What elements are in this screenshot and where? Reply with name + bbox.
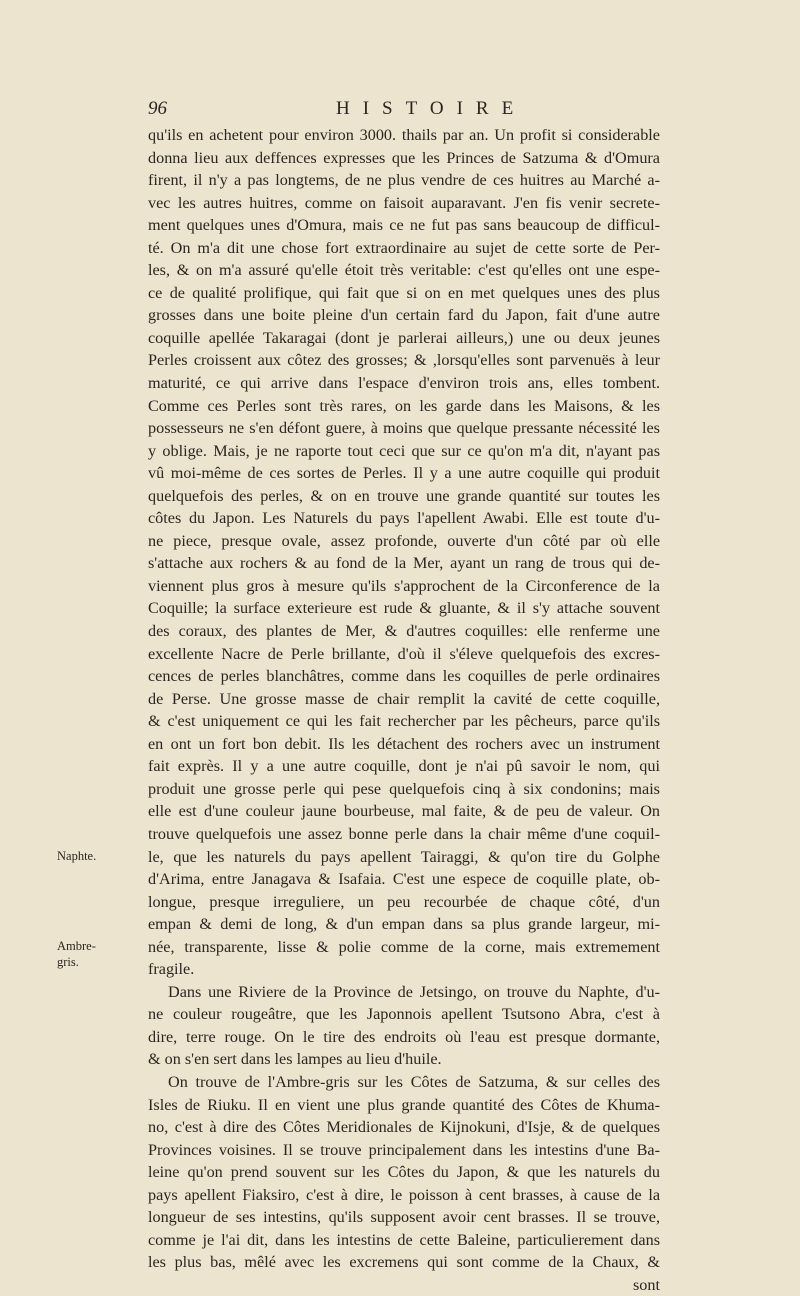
text-line: coquille apellée Takaragai (dont je parlerai ailleurs,) une ou deux jeunes — [148, 328, 660, 347]
margin-note-ambre: Ambre- — [57, 939, 96, 953]
text-line: té. On m'a dit une chose fort extraordinaire au sujet de cette sorte de Per- — [148, 238, 660, 257]
text-line: possesseurs ne s'en défont guere, à moins que quelque pressante nécessité les — [148, 419, 660, 438]
text-line: trouve quelquefois une assez bonne perle dans la chair même d'une coquil- — [148, 824, 660, 843]
text-line: Perles croissent aux côtez des grosses; & ,lorsqu'elles sont parvenuës à leur — [148, 351, 660, 370]
text-line: Coquille; la surface exterieure est rude & gluante, & il s'y attache souvent — [148, 599, 660, 618]
text-line: longue, presque irreguliere, un peu recourbée de chaque côté, d'un — [148, 892, 660, 911]
text-line: ment quelques unes d'Omura, mais ce ne fut pas sans beaucoup de difficul- — [148, 216, 660, 235]
text-line: née, transparente, lisse & polie comme de la corne, mais extremement — [148, 937, 660, 956]
text-line: d'Arima, entre Janagava & Isafaia. C'est une espece de coquille plate, ob- — [148, 870, 660, 889]
text-line: y oblige. Mais, je ne raporte tout ceci que sur ce qu'on m'a dit, n'ayant pas — [148, 441, 660, 460]
text-line: côtes du Japon. Les Naturels du pays l'apellent Awabi. Elle est toute d'u- — [148, 509, 660, 528]
text-line: qu'ils en achetent pour environ 3000. thails par an. Un profit si considerable — [148, 126, 660, 144]
text-line: & c'est uniquement ce qui les fait rechercher par les pêcheurs, parce qu'ils — [148, 712, 660, 731]
text-line: dire, terre rouge. On le tire des endroits où l'eau est presque dormante, — [148, 1027, 660, 1046]
text-line: Dans une Riviere de la Province de Jetsingo, on trouve du Naphte, d'u- — [168, 982, 660, 1001]
text-line: des coraux, des plantes de Mer, & d'autres coquilles: elle renferme une — [148, 622, 660, 641]
text-line: produit une grosse perle qui pese quelquefois cinq à six condonins; mais — [148, 779, 660, 798]
text-line: quelquefois des perles, & on en trouve une grande quantité sur toutes les — [148, 486, 660, 505]
text-line: firent, il n'y a pas longtems, de ne plus vendre de ces huitres au Marché a- — [148, 171, 660, 190]
text-line: Comme ces Perles sont très rares, on les garde dans les Maisons, & les — [148, 396, 660, 415]
text-line: empan & demi de long, & d'un empan dans sa plus grande largeur, mi- — [148, 915, 660, 934]
text-line: sont — [633, 1275, 660, 1294]
text-line: grosses dans une boite pleine d'un certain fard du Japon, fait d'une autre — [148, 306, 660, 325]
text-line: en ont un fort bon debit. Ils les détachent des rochers avec un instrument — [148, 734, 660, 753]
page-number: 96 — [148, 98, 167, 119]
text-line: comme je l'ai dit, dans les intestins de cette Baleine, particulierement dans — [148, 1230, 660, 1249]
text-line: vec les autres huitres, comme on faisoit auparavant. J'en fis venir secrete- — [148, 193, 660, 212]
text-line: leine qu'on prend souvent sur les Côtes du Japon, & que les naturels du — [148, 1163, 660, 1182]
margin-note-gris: gris. — [57, 955, 79, 969]
text-line: no, c'est à dire des Côtes Meridionales de Kijnokuni, d'Isje, & de quelques — [148, 1118, 660, 1137]
text-line: fragile. — [148, 960, 195, 979]
margin-note-naphte: Naphte. — [57, 849, 97, 863]
text-line: de Perse. Une grosse masse de chair remplit la cavité de cette coquille, — [148, 689, 660, 708]
text-line: pays apellent Fiaksiro, c'est à dire, le poisson à cent brasses, à cause de la — [148, 1185, 660, 1204]
body-text — [148, 124, 660, 1296]
text-line: vû moi-même de ces sortes de Perles. Il y a une autre coquille qui produit — [148, 464, 660, 483]
text-line: Provinces voisines. Il se trouve principalement dans les intestins d'une Ba- — [148, 1140, 660, 1159]
text-line: & on s'en sert dans les lampes au lieu d'huile. — [148, 1050, 442, 1069]
text-line: fait exprès. Il y a une autre coquille, dont je n'ai pû savoir le nom, qui — [148, 757, 660, 776]
text-line: On trouve de l'Ambre-gris sur les Côtes de Satzuma, & sur celles des — [168, 1072, 660, 1091]
text-line: cences de perles blanchâtres, comme dans les coquilles de perle ordinaires — [148, 667, 660, 686]
text-line: maturité, ce qui arrive dans l'espace d'environ trois ans, elles tombent. — [148, 374, 660, 393]
text-line: viennent plus gros à mesure qu'ils s'approchent de la Circonference de la — [148, 576, 660, 595]
text-line: le, que les naturels du pays apellent Tairaggi, & qu'on tire du Golphe — [148, 847, 660, 866]
text-line: Isles de Riuku. Il en vient une plus grande quantité des Côtes de Khuma- — [148, 1095, 660, 1114]
text-line: ce de qualité prolifique, qui fait que si on en met quelques unes des plus — [148, 283, 660, 302]
text-line: les, & on m'a assuré qu'elle étoit très veritable: c'est qu'elles ont une espe- — [148, 261, 660, 280]
running-title: HISTOIRE — [336, 98, 527, 119]
text-line: ne couleur rougeâtre, que les Japonnois apellent Tsutsono Abra, c'est à — [148, 1005, 660, 1024]
text-line: longueur de ses intestins, qu'ils supposent avoir cent brasses. Il se trouve, — [148, 1208, 660, 1227]
page-header — [148, 98, 668, 122]
text-line: excellente Nacre de Perle brillante, d'où il s'éleve quelquefois des excres- — [148, 644, 660, 663]
text-line: les plus bas, mêlé avec les excremens qui sont comme de la Chaux, & — [148, 1253, 660, 1272]
text-line: ne piece, presque ovale, assez profonde, ouverte d'un côté par où elle — [148, 531, 660, 550]
text-line: s'attache aux rochers & au fond de la Mer, ayant un rang de trous qui de- — [148, 554, 660, 573]
text-line: elle est d'une couleur jaune bourbeuse, mal faite, & de peu de valeur. On — [148, 802, 660, 821]
text-line: donna lieu aux deffences expresses que les Princes de Satzuma & d'Omura — [148, 148, 660, 167]
